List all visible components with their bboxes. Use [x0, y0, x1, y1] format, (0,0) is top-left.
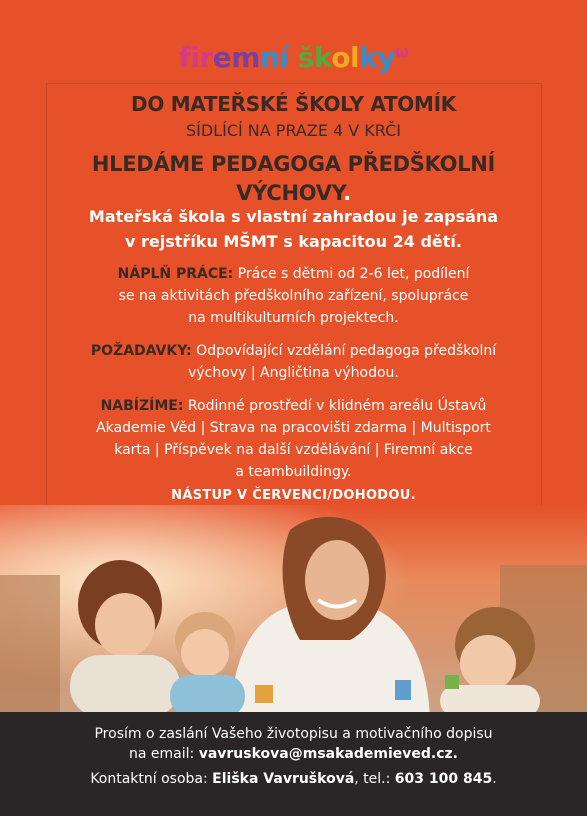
- firemni-skolky-logo: [0, 41, 587, 74]
- requirements: [50, 340, 537, 384]
- job-description: [50, 263, 537, 329]
- logo-smile-icon: ω: [394, 42, 409, 61]
- intro-text: [0, 204, 587, 254]
- contact-phone-link[interactable]: 603 100 845: [394, 771, 493, 787]
- benefits: [50, 395, 537, 483]
- contact-email-link[interactable]: vavruskova@msakademieved.cz.: [198, 746, 458, 762]
- logo-text-part: šk: [297, 41, 332, 74]
- logo-text-part: ní: [259, 41, 298, 74]
- job-label: NÁPLŇ PRÁCE:: [117, 266, 234, 282]
- heading-position-dot: .: [343, 181, 351, 205]
- heading-position: [0, 150, 587, 208]
- footer-contact: [0, 771, 587, 787]
- contact-label: Kontaktní osoba:: [90, 771, 213, 787]
- photo-illustration: [0, 505, 587, 717]
- intro-line: v rejstříku MŠMT s kapacitou 24 dětí.: [125, 232, 462, 251]
- benefits-line: a teambuildingy.: [235, 464, 352, 480]
- heading-position-line2: VÝCHOVY: [236, 181, 344, 205]
- logo-text-part: ol: [331, 41, 360, 74]
- requirements-line: výchovy | Angličtina výhodou.: [188, 365, 399, 381]
- heading-location: SÍDLÍCÍ NA PRAZE 4 V KRČI: [185, 121, 402, 140]
- logo-text-part: ky: [359, 41, 395, 74]
- intro-line: Mateřská škola s vlastní zahradou je zapsána: [88, 207, 499, 226]
- footer-email-label: na email:: [129, 746, 199, 762]
- heading-position-line1: HLEDÁME PEDAGOGA PŘEDŠKOLNÍ: [91, 152, 496, 176]
- phone-label: , tel.:: [354, 771, 395, 787]
- requirements-line: Odpovídající vzdělání pedagoga předškolní: [191, 343, 497, 359]
- benefits-label: NABÍZÍME:: [100, 398, 184, 414]
- benefits-line: Akademie Věd | Strava na pracovišti zdarma | Multisport: [96, 420, 491, 436]
- start-date: NÁSTUP V ČERVENCI/DOHODOU.: [171, 488, 416, 503]
- benefits-line: Rodinné prostředí v klidném areálu Ústavů: [183, 398, 487, 414]
- job-line: Práce s dětmi od 2-6 let, podílení: [233, 266, 470, 282]
- logo-text-part: fir: [178, 41, 213, 74]
- job-line: na multikulturních projektech.: [188, 310, 399, 326]
- requirements-label: POŽADAVKY:: [90, 343, 192, 359]
- footer-request: [0, 724, 587, 764]
- benefits-line: karta | Příspěvek na další vzdělávání | Firemní akce: [114, 442, 473, 458]
- contact-name: Eliška Vavrušková: [212, 771, 355, 787]
- heading-school: DO MATEŘSKÉ ŠKOLY ATOMÍK: [131, 92, 456, 116]
- logo-text-part: em: [212, 41, 260, 74]
- contact-end: .: [492, 771, 497, 787]
- job-line: se na aktivitách předškolního zařízení, spolupráce: [118, 288, 469, 304]
- footer-request-line: Prosím o zaslání Vašeho životopisu a motivačního dopisu: [94, 726, 493, 742]
- teacher-with-children-photo: [0, 505, 587, 717]
